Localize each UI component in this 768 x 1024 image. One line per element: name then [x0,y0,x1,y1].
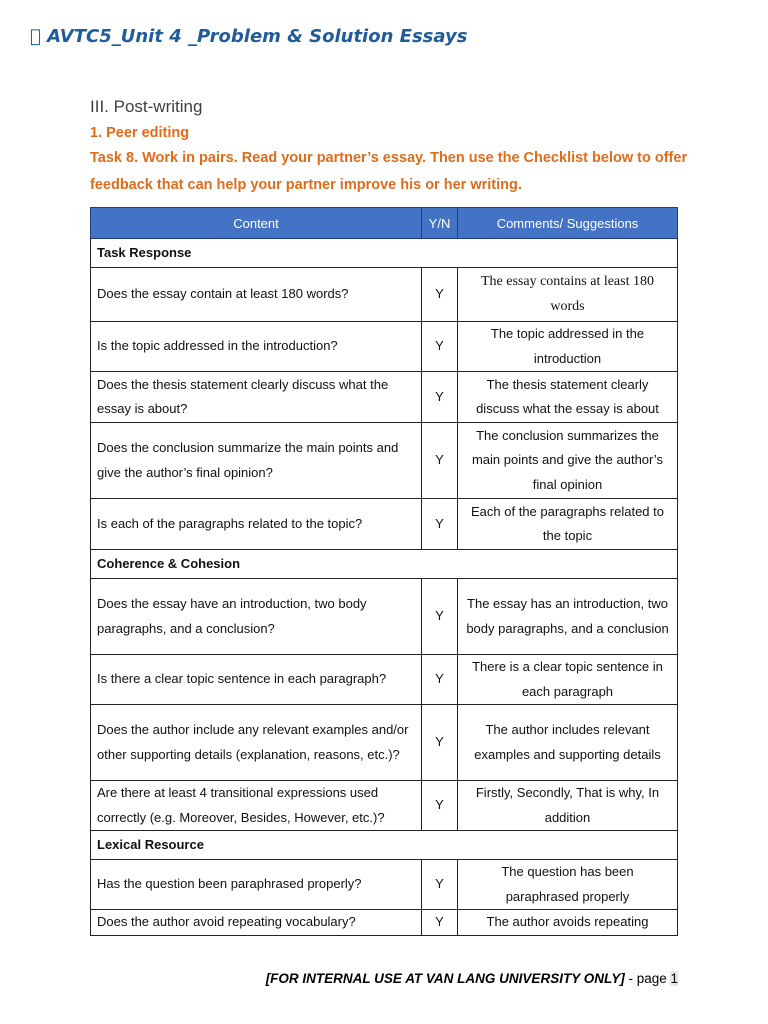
table-row [91,781,678,831]
comment-cell: Firstly, Secondly, That is why, In addition [458,781,678,831]
table-row [91,322,678,372]
table-row [91,910,678,936]
category-row [91,831,678,860]
question-cell: Has the question been paraphrased properly? [91,860,422,910]
page-label: - page [624,971,671,986]
page-number: 1 [670,971,678,986]
yn-cell: Y [422,372,458,423]
table-row [91,268,678,322]
question-cell: Is each of the paragraphs related to the topic? [91,499,422,550]
comment-cell: The essay has an introduction, two body paragraphs, and a conclusion [458,579,678,655]
category-lexical-resource: Lexical Resource [91,831,678,860]
internal-use-note: [FOR INTERNAL USE AT VAN LANG UNIVERSITY ONLY] [265,971,625,986]
comment-cell: The thesis statement clearly discuss what the essay is about [458,372,678,423]
yn-cell: Y [422,579,458,655]
yn-cell: Y [422,781,458,831]
unit-title: AVTC5_Unit 4 _Problem & Solution Essays [30,26,451,47]
section-heading: III. Post-writing [90,97,203,116]
table-row [91,499,678,550]
category-coherence-cohesion: Coherence & Cohesion [91,550,678,579]
yn-cell: Y [422,910,458,936]
page-header [30,26,467,47]
table-row [91,860,678,910]
table-header-row [91,208,678,239]
table-row [91,705,678,781]
checklist-table [90,207,678,936]
question-cell: Does the author avoid repeating vocabulary? [91,910,422,936]
column-header-content: Content [91,208,422,239]
table-row [91,655,678,705]
table-row [91,372,678,423]
question-cell: Is the topic addressed in the introduction? [91,322,422,372]
yn-cell: Y [422,499,458,550]
yn-cell: Y [422,860,458,910]
comment-cell: The conclusion summarizes the main points and give the author’s final opinion [458,423,678,499]
question-cell: Does the essay have an introduction, two body paragraphs, and a conclusion? [91,579,422,655]
task-instructions: Task 8. Work in pairs. Read your partner’s essay. Then use the Checklist below to offer feedback that can help your partner improve his or her writing. [90,150,688,193]
subheading: 1. Peer editing [90,125,190,141]
comment-cell: The author avoids repeating [458,910,678,936]
table-row [91,579,678,655]
envelope-icon [30,26,41,47]
comment-cell: There is a clear topic sentence in each paragraph [458,655,678,705]
question-cell: Is there a clear topic sentence in each paragraph? [91,655,422,705]
comment-cell: The question has been paraphrased properly [458,860,678,910]
category-row [91,550,678,579]
yn-cell: Y [422,322,458,372]
category-row [91,239,678,268]
question-cell: Does the conclusion summarize the main points and give the author’s final opinion? [91,423,422,499]
column-header-comments: Comments/ Suggestions [458,208,678,239]
yn-cell: Y [422,423,458,499]
table-row [91,423,678,499]
comment-cell: The essay contains at least 180 words [458,268,678,322]
column-header-yn: Y/N [422,208,458,239]
question-cell: Does the author include any relevant examples and/or other supporting details (explanation, reasons, etc.)? [91,705,422,781]
question-cell: Does the thesis statement clearly discuss what the essay is about? [91,372,422,423]
page-footer [266,971,678,986]
yn-cell: Y [422,705,458,781]
comment-cell: Each of the paragraphs related to the topic [458,499,678,550]
category-task-response: Task Response [91,239,678,268]
question-cell: Does the essay contain at least 180 words? [91,268,422,322]
comment-cell: The topic addressed in the introduction [458,322,678,372]
yn-cell: Y [422,268,458,322]
yn-cell: Y [422,655,458,705]
comment-cell: The author includes relevant examples and supporting details [458,705,678,781]
question-cell: Are there at least 4 transitional expressions used correctly (e.g. Moreover, Besides, However, etc.)? [91,781,422,831]
